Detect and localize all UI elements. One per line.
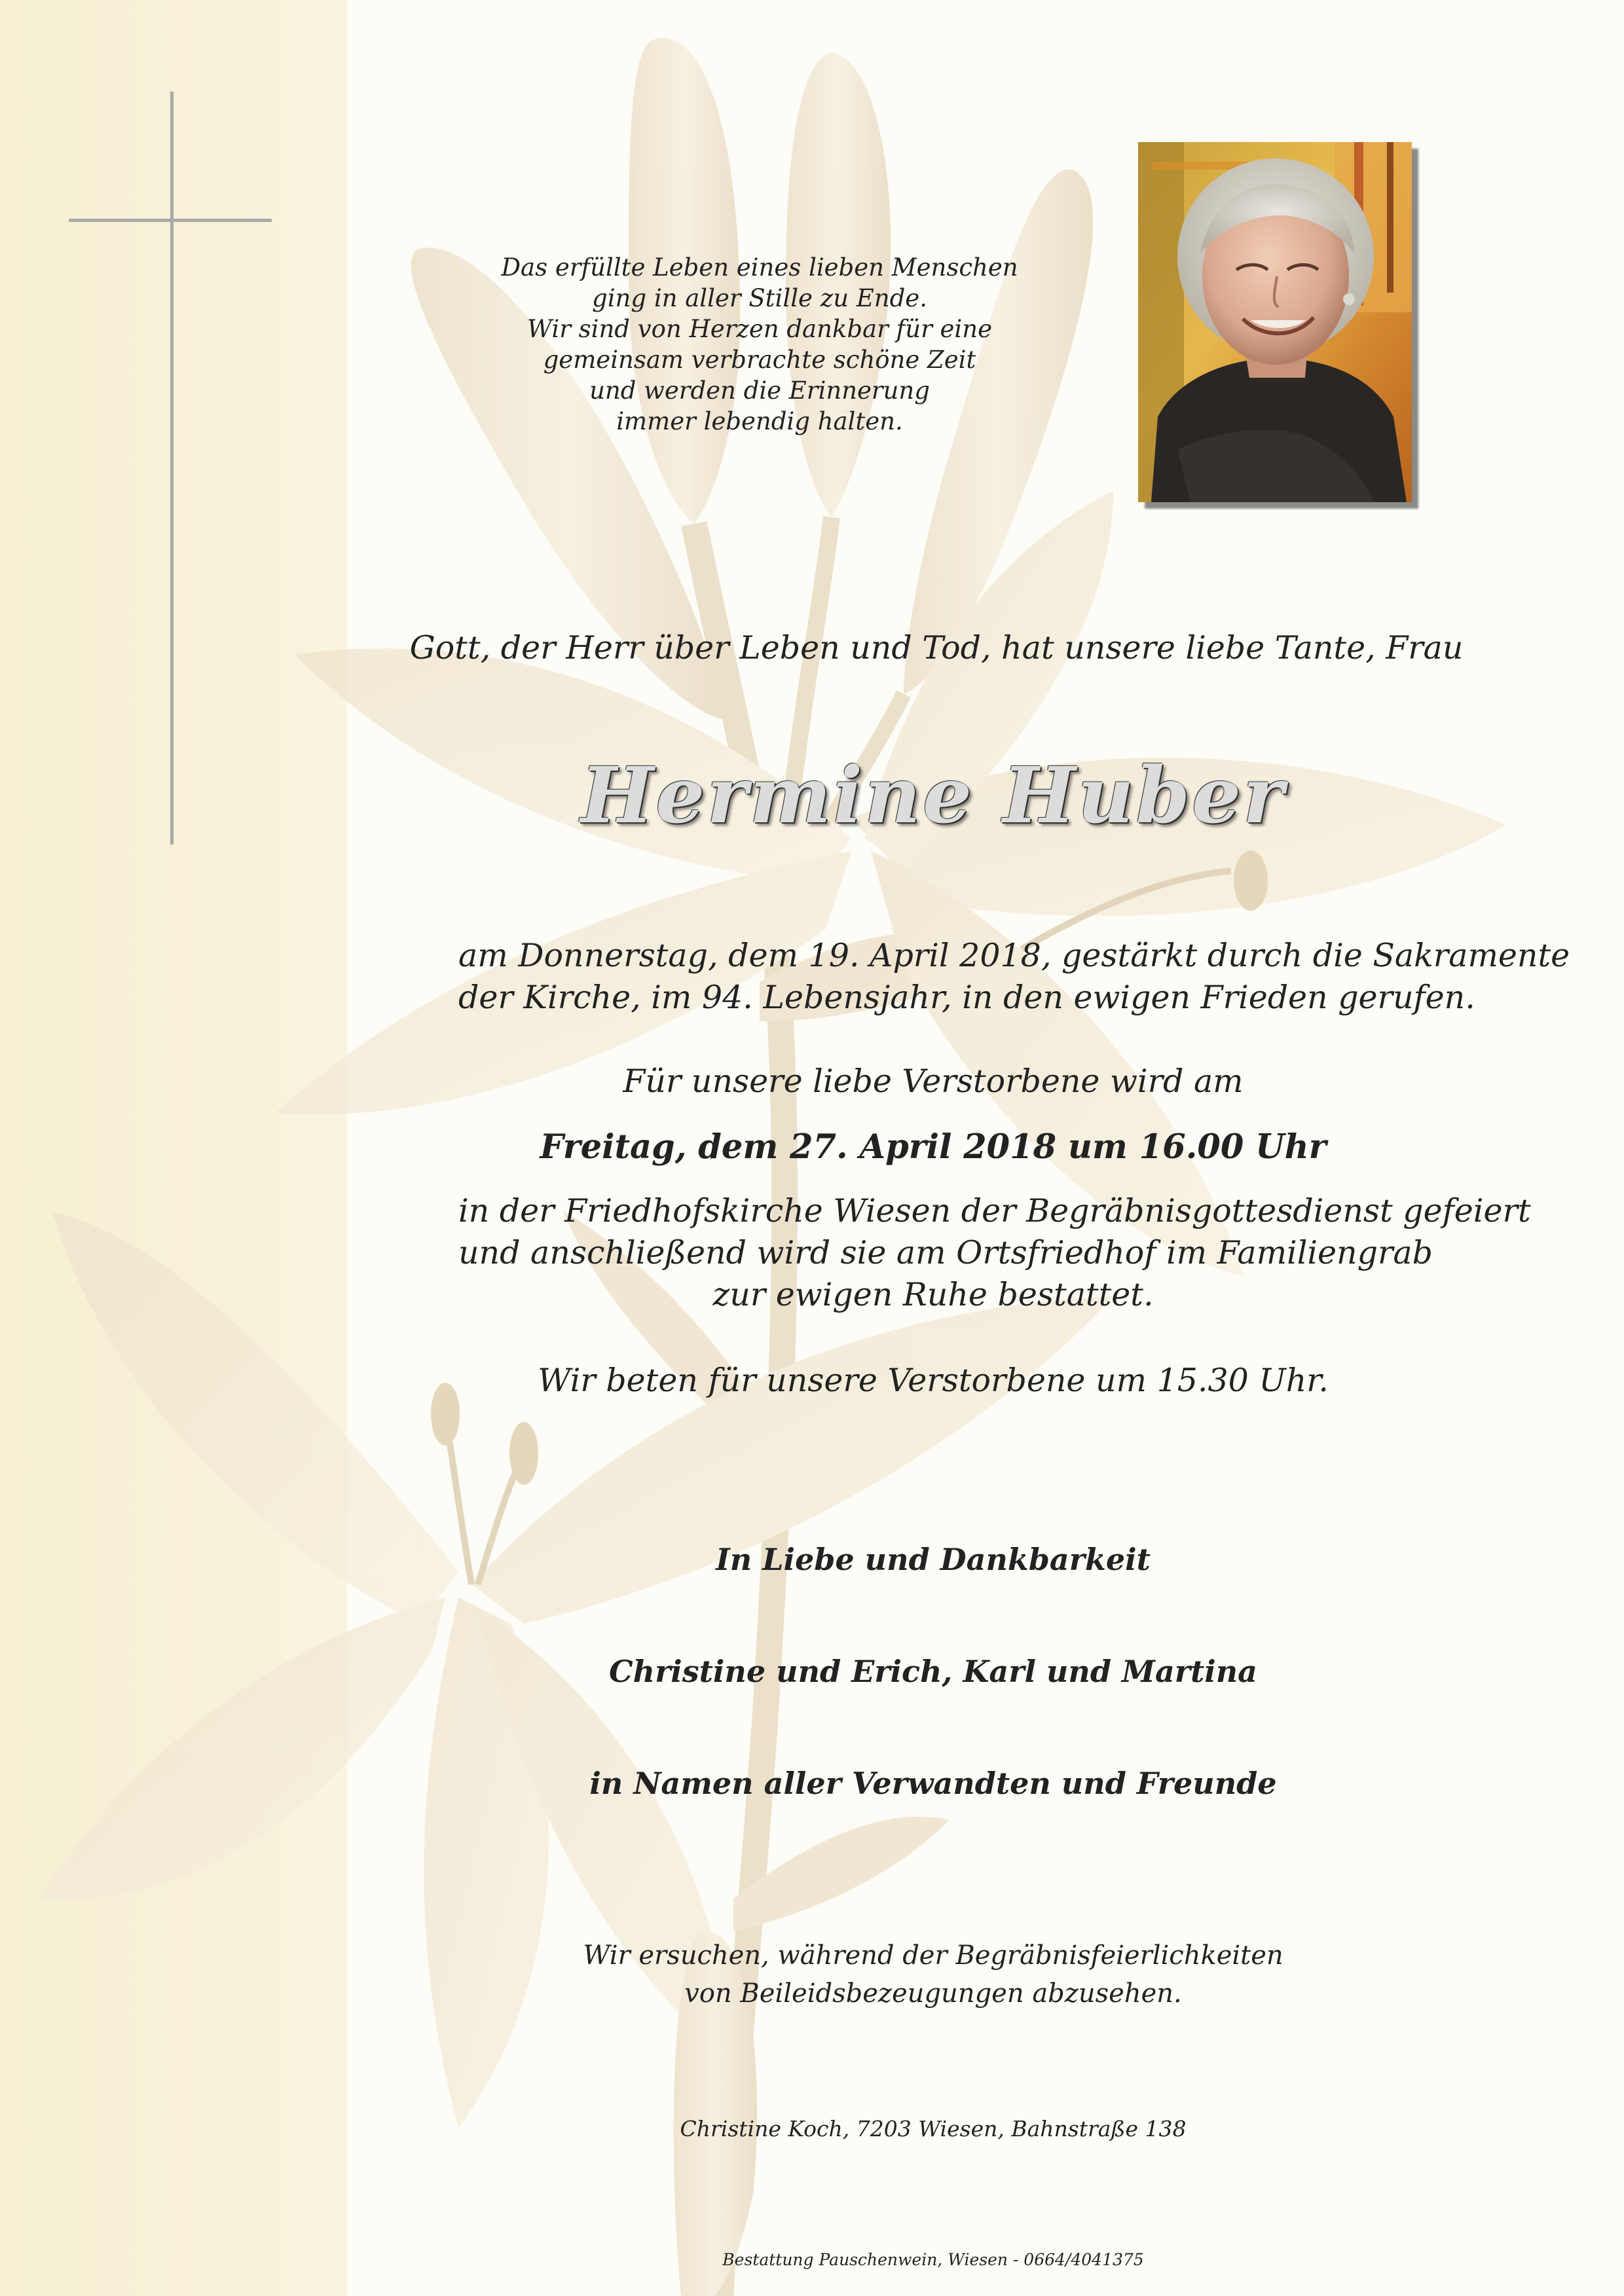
death-notice-line: der Kirche, im 94. Lebensjahr, in den ewigen Frieden gerufen. <box>458 979 1475 1016</box>
memorial-poem <box>458 252 1061 437</box>
closing-family: Christine und Erich, Karl und Martina <box>609 1654 1257 1689</box>
death-notice <box>458 935 1570 1019</box>
death-notice-line: am Donnerstag, dem 19. April 2018, gestärkt durch die Sakramente <box>458 937 1570 974</box>
poem-line: Wir sind von Herzen dankbar für eine <box>527 315 992 343</box>
service-detail-line: in der Friedhofskirche Wiesen der Begräbnisgottesdienst gefeiert <box>458 1192 1531 1230</box>
service-detail-line: und anschließend wird sie am Ortsfriedhof im Familiengrab <box>458 1234 1433 1271</box>
deceased-portrait-photo <box>1138 142 1412 502</box>
closing-relatives: in Namen aller Verwandten und Freunde <box>589 1766 1277 1801</box>
request-line: von Beileidsbezeugungen abzusehen. <box>684 1978 1182 2009</box>
undertaker-info: Bestattung Pauschenwein, Wiesen - 0664/4041375 <box>722 2250 1144 2269</box>
service-date-time: Freitag, dem 27. April 2018 um 16.00 Uhr <box>540 1127 1327 1167</box>
request-line: Wir ersuchen, während der Begräbnisfeierlichkeiten <box>583 1941 1283 1971</box>
poem-line: immer lebendig halten. <box>616 407 903 435</box>
service-intro: Für unsere liebe Verstorbene wird am <box>623 1063 1244 1100</box>
poem-line: ging in aller Stille zu Ende. <box>592 284 927 312</box>
prayer-time: Wir beten für unsere Verstorbene um 15.30 Uhr. <box>538 1362 1329 1399</box>
poem-line: und werden die Erinnerung <box>589 376 930 405</box>
closing-love: In Liebe und Dankbarkeit <box>716 1542 1151 1577</box>
cross-horizontal-bar <box>69 219 272 222</box>
service-detail-line: zur ewigen Ruhe bestattet. <box>712 1276 1154 1313</box>
intro-text: Gott, der Herr über Leben und Tod, hat unsere liebe Tante, Frau <box>409 629 1464 666</box>
cross-vertical-bar <box>170 92 174 845</box>
condolence-request <box>458 1937 1408 2013</box>
poem-line: gemeinsam verbrachte schöne Zeit <box>543 346 976 374</box>
contact-address: Christine Koch, 7203 Wiesen, Bahnstraße 138 <box>680 2116 1187 2141</box>
service-details <box>458 1190 1531 1316</box>
deceased-name: Hermine Huber <box>580 750 1286 841</box>
poem-line: Das erfüllte Leben eines lieben Menschen <box>501 253 1018 282</box>
